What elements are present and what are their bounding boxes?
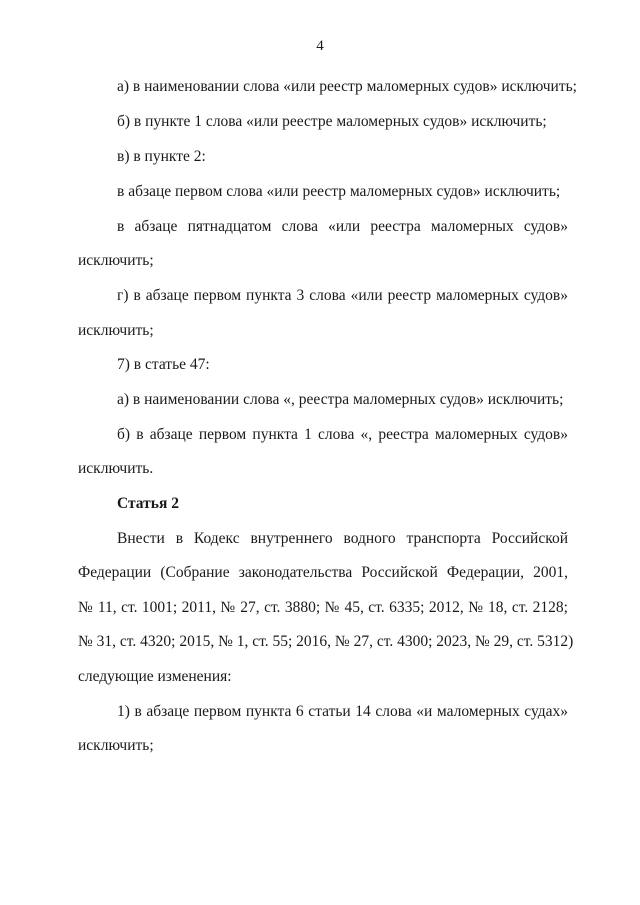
page-number: 4 [316,38,324,54]
article-2-heading: Статья 2 [117,495,179,512]
paragraph-point1-line2: исключить; [78,737,154,754]
paragraph-article2-line2: Федерации (Собрание законодательства Российской Федерации, 2001, [78,564,568,581]
paragraph-article2-line3: № 11, ст. 1001; 2011, № 27, ст. 3880; № 45, ст. 6335; 2012, № 18, ст. 2128; [78,599,568,616]
paragraph-v-point2: в) в пункте 2: [117,148,206,165]
paragraph-b-point1: б) в пункте 1 слова «или реестре маломерных судов» исключить; [117,113,547,130]
paragraph-g-point3-line2: исключить; [78,322,154,339]
paragraph-b-article47-line2: исключить. [78,460,154,477]
paragraph-a-article47-title: а) в наименовании слова «, реестра маломерных судов» исключить; [117,391,564,408]
paragraph-fifteenth-abzac-line2: исключить; [78,252,154,269]
paragraph-point1-line1: 1) в абзаце первом пункта 6 статьи 14 слова «и маломерных судах» [117,703,568,720]
paragraph-a-title: а) в наименовании слова «или реестр маломерных судов» исключить; [117,78,577,95]
paragraph-article-47: 7) в статье 47: [117,356,210,373]
paragraph-article2-line1: Внести в Кодекс внутреннего водного транспорта Российской [117,530,568,547]
paragraph-fifteenth-abzac-line1: в абзаце пятнадцатом слова «или реестра маломерных судов» [117,218,568,235]
paragraph-article2-line5: следующие изменения: [78,668,232,685]
paragraph-g-point3-line1: г) в абзаце первом пункта 3 слова «или реестр маломерных судов» [117,287,568,304]
paragraph-first-abzac: в абзаце первом слова «или реестр маломерных судов» исключить; [117,183,561,200]
paragraph-b-article47-line1: б) в абзаце первом пункта 1 слова «, реестра маломерных судов» [117,426,568,443]
paragraph-article2-line4: № 31, ст. 4320; 2015, № 1, ст. 55; 2016, № 27, ст. 4300; 2023, № 29, ст. 5312) [78,633,574,650]
